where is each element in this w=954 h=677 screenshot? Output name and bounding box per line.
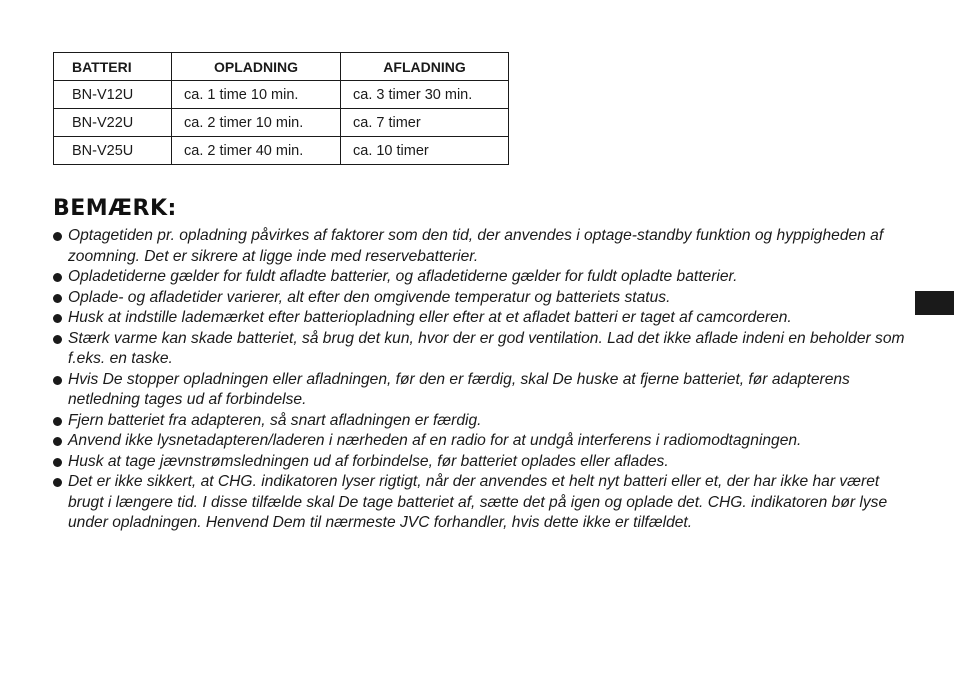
list-item — [53, 472, 913, 534]
bullet-icon — [53, 314, 62, 323]
list-item-text: Hvis De stopper opladningen eller afladningen, før den er færdig, skal De huske at fjerne batteriet, før adapterens netledning tages ud af forbindelse. — [68, 370, 850, 408]
list-item — [53, 226, 913, 267]
list-item-text: Husk at tage jævnstrømsledningen ud af forbindelse, før batteriet oplades eller aflades. — [68, 452, 669, 470]
charging-time: ca. 2 timer 10 min. — [172, 109, 341, 137]
list-item — [53, 267, 913, 288]
list-item — [53, 431, 913, 452]
bullet-icon — [53, 478, 62, 487]
header-battery: BATTERI — [54, 53, 172, 81]
section-tab-marker — [915, 291, 954, 315]
bullet-icon — [53, 294, 62, 303]
list-item-text: Opladetiderne gælder for fuldt afladte batterier, og afladetiderne gælder for fuldt opladte batterier. — [68, 268, 738, 285]
bullet-icon — [53, 273, 62, 282]
battery-model: BN-V22U — [54, 109, 172, 137]
table-row — [54, 109, 509, 137]
list-item-text: Optagetiden pr. opladning påvirkes af faktorer som den tid, der anvendes i optage-standby funktion og hyppigheden af zoomning. Det er sikrere at ligge inde med reservebatterier. — [68, 227, 884, 265]
header-discharging: AFLADNING — [341, 53, 509, 81]
list-item — [53, 288, 913, 309]
battery-model: BN-V25U — [54, 137, 172, 165]
battery-model: BN-V12U — [54, 81, 172, 109]
note-list — [53, 226, 913, 534]
discharging-time: ca. 10 timer — [341, 137, 509, 165]
list-item — [53, 452, 913, 473]
charging-time: ca. 1 time 10 min. — [172, 81, 341, 109]
list-item-text: Husk at indstille lademærket efter batteriopladning eller efter at et afladet batteri er taget af camcorderen. — [68, 309, 792, 326]
bullet-icon — [53, 376, 62, 385]
list-item — [53, 308, 913, 329]
bullet-icon — [53, 232, 62, 241]
header-charging: OPLADNING — [172, 53, 341, 81]
list-item-text: Oplade- og afladetider varierer, alt efter den omgivende temperatur og batteriets status. — [68, 288, 671, 306]
list-item — [53, 329, 913, 370]
bullet-icon — [53, 437, 62, 446]
bullet-icon — [53, 417, 62, 426]
battery-table — [53, 52, 509, 165]
note-heading: BEMÆRK: — [53, 196, 177, 221]
list-item — [53, 411, 913, 432]
table-row — [54, 137, 509, 165]
bullet-icon — [53, 335, 62, 344]
discharging-time: ca. 3 timer 30 min. — [341, 81, 509, 109]
list-item-text: Stærk varme kan skade batteriet, så brug det kun, hvor der er god ventilation. Lad det ikke aflade indeni en beholder som f.eks. en taske. — [68, 329, 905, 367]
bullet-icon — [53, 458, 62, 467]
table-header-row — [54, 53, 509, 81]
table-row — [54, 81, 509, 109]
list-item-text: Fjern batteriet fra adapteren, så snart afladningen er færdig. — [68, 411, 482, 429]
list-item-text: Det er ikke sikkert, at CHG. indikatoren lyser rigtigt, når der anvendes et helt nyt batteri eller et, der har ikke har været brugt i længere tid. I disse tilfælde skal De tage batteriet af, sætte det på igen og oplade det. CHG. indikatoren bør lyse under opladningen. Henvend Dem til nærmeste JVC forhandler, hvis dette ikke er tilfældet. — [68, 473, 888, 531]
list-item-text: Anvend ikke lysnetadapteren/laderen i nærheden af en radio for at undgå interferens i radiomodtagningen. — [68, 432, 802, 449]
discharging-time: ca. 7 timer — [341, 109, 509, 137]
charging-time: ca. 2 timer 40 min. — [172, 137, 341, 165]
list-item — [53, 370, 913, 411]
